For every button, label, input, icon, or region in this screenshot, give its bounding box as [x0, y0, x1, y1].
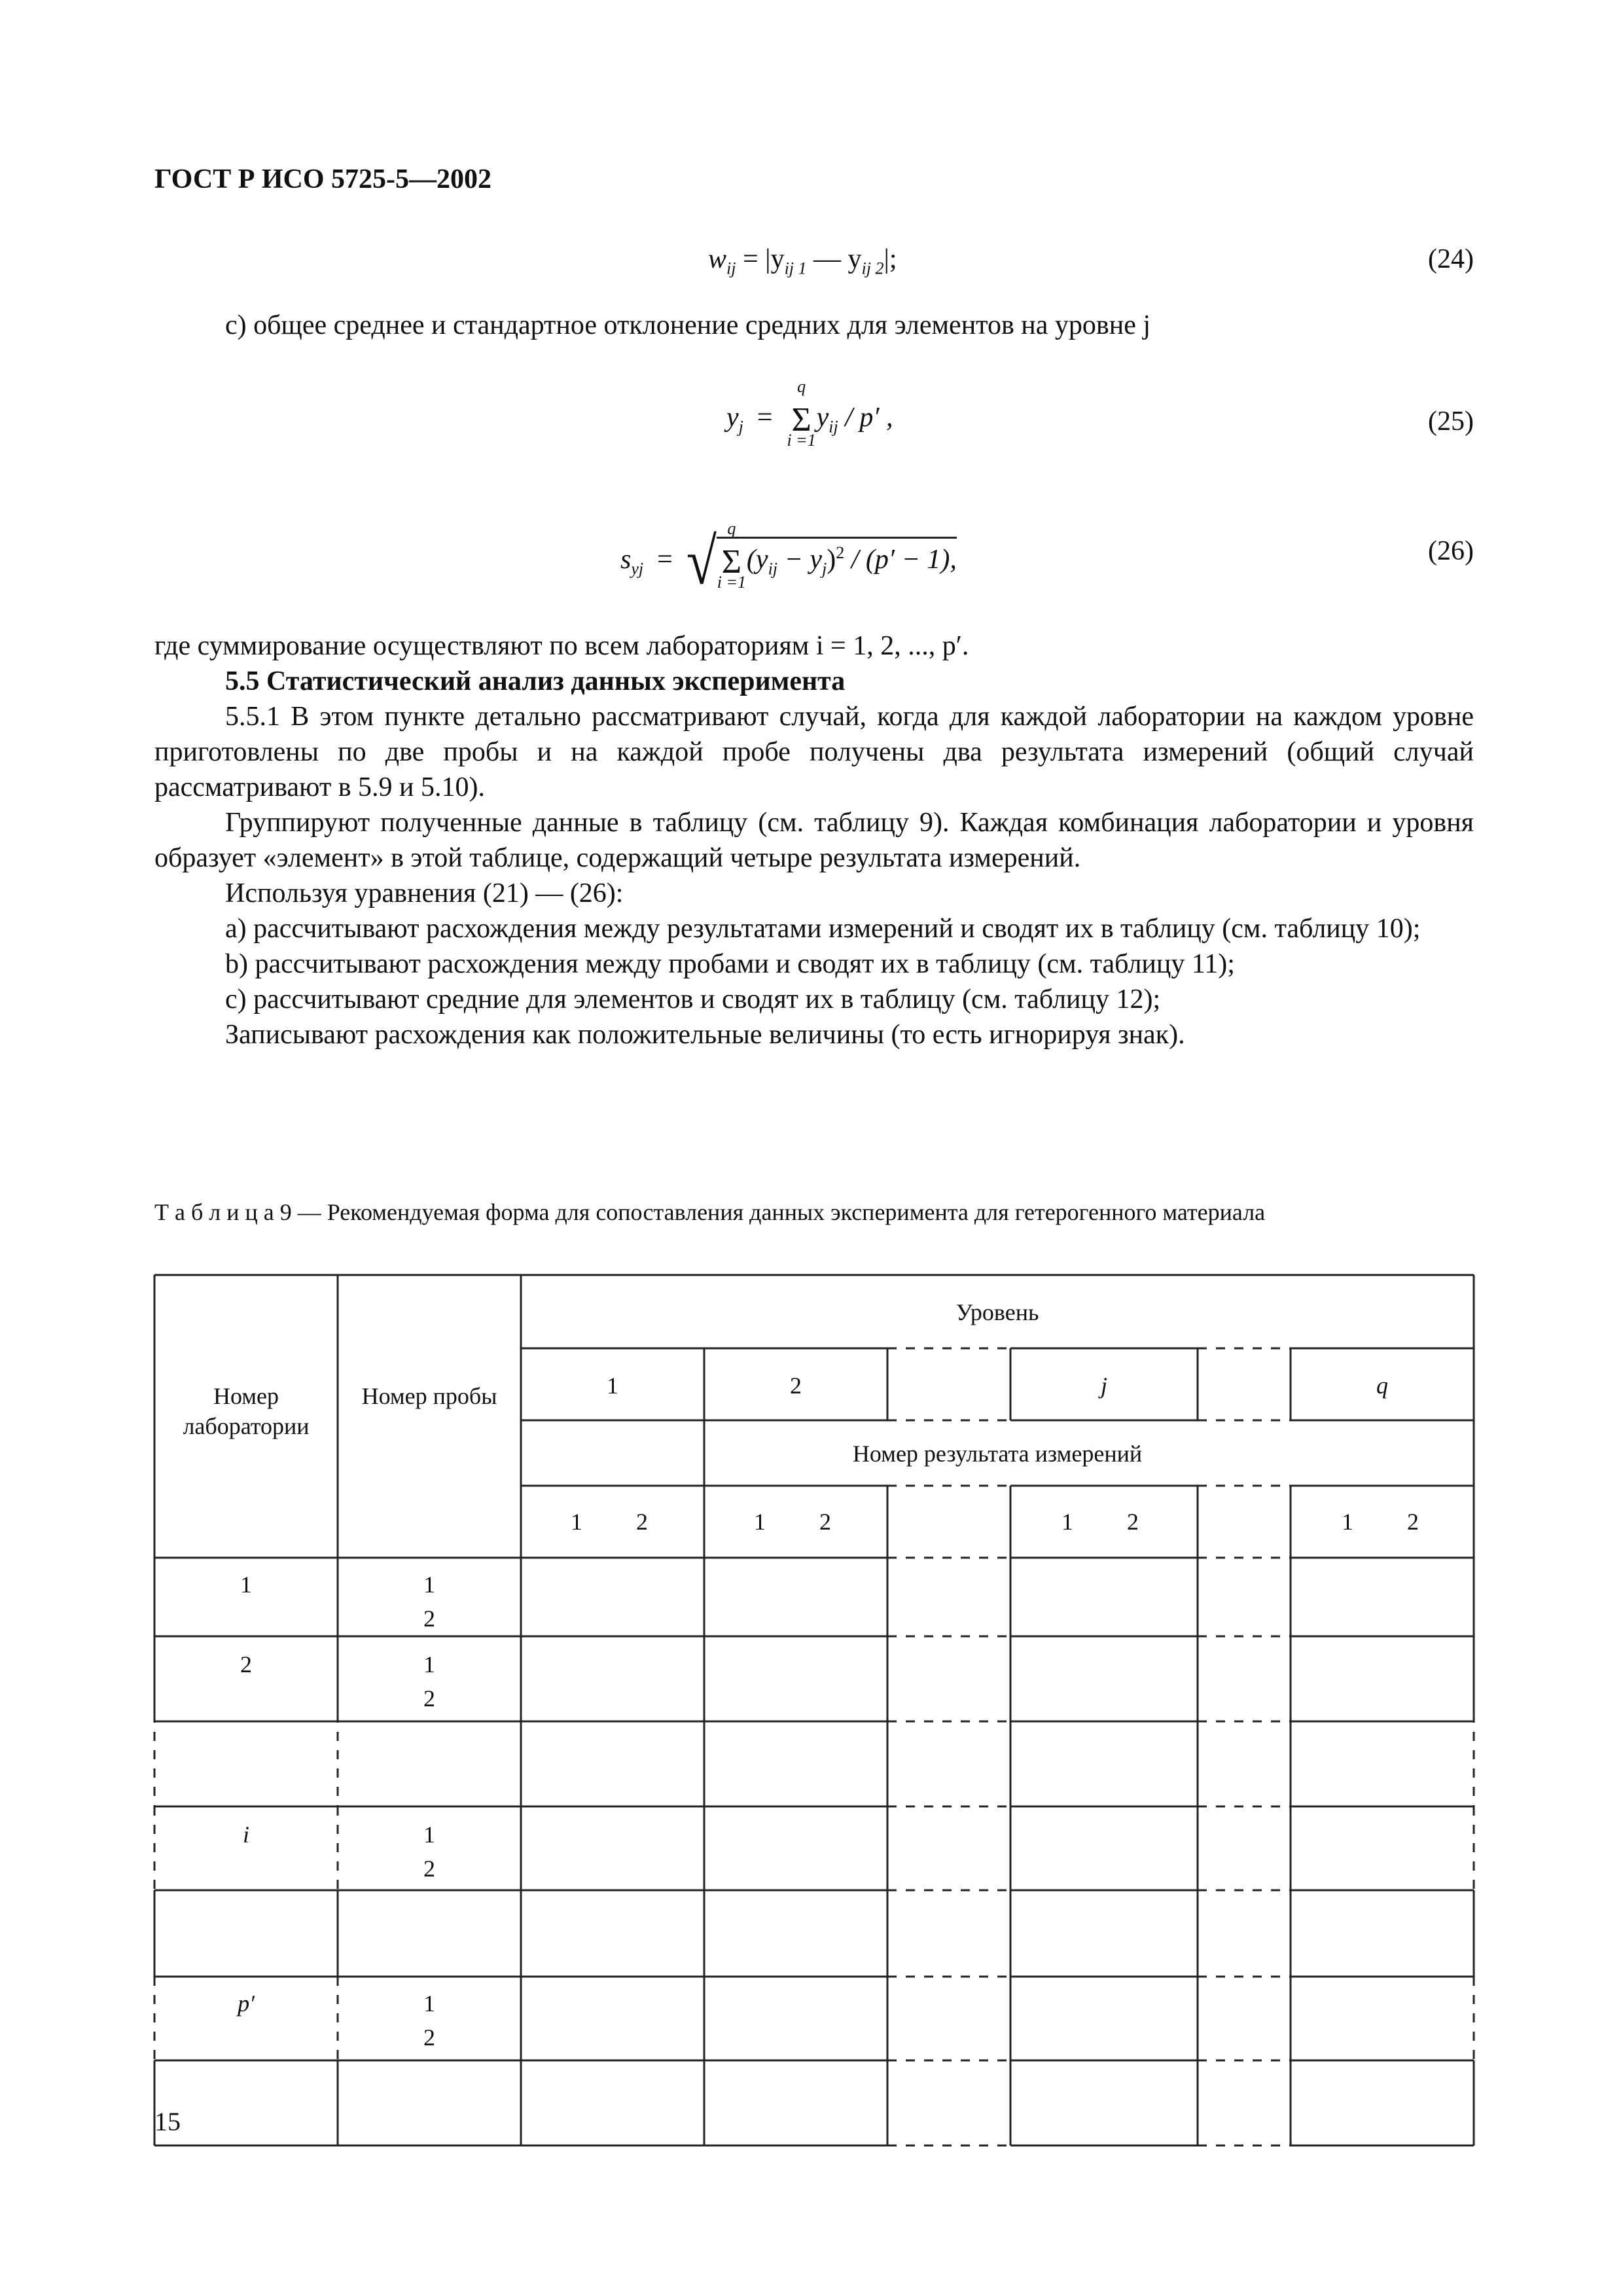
- sample-number: 1: [423, 1821, 435, 1848]
- eq26-lhs: s: [620, 545, 632, 575]
- sqrt-icon: √: [686, 525, 717, 599]
- list-item-b: b) рассчитывают расхождения между пробами и сводят их в таблицу (см. таблицу 11);: [225, 949, 1235, 979]
- lab-number: 2: [240, 1651, 252, 1677]
- header-sample-number: Номер пробы: [361, 1383, 497, 1409]
- sigma-icon: Σ: [791, 401, 812, 439]
- equation-number-24: (24): [1428, 244, 1474, 274]
- eq26-body3: ): [827, 545, 836, 575]
- eq26-sum-bottom: i =1: [717, 573, 747, 592]
- list-item-a: a) рассчитывают расхождения между результатами измерений и сводят их в таблицу (см. таблицу 10);: [225, 914, 1421, 944]
- level-label-2: 2: [790, 1372, 802, 1399]
- paragraph-record-differences: Записывают расхождения как положительные величины (то есть игнорируя знак).: [225, 1020, 1185, 1050]
- eq26-body2-sub: j: [822, 559, 827, 579]
- header-level: Уровень: [955, 1299, 1039, 1325]
- header-lab-number: Номер лаборатории: [183, 1383, 310, 1439]
- section-title: 5.5 Статистический анализ данных эксперимента: [225, 666, 846, 696]
- eq25-tail: / p′ ,: [838, 403, 893, 433]
- eq25-lhs: y: [726, 403, 739, 433]
- eq24-lhs: w: [708, 244, 727, 274]
- paragraph-using-equations: Используя уравнения (21) — (26):: [225, 878, 624, 908]
- where-text: где суммирование осуществляют по всем лабораториям i = 1, 2, ..., p′.: [154, 631, 969, 661]
- eq25-equals: =: [757, 403, 773, 433]
- eq24-sub2: ij 2: [861, 259, 884, 278]
- eq26-lhs-sub: yj: [631, 559, 644, 579]
- sample-number: 1: [423, 1571, 435, 1598]
- result-num: 1: [1061, 1509, 1073, 1535]
- eq24-lhs-sub: ij: [726, 259, 736, 278]
- result-num: 2: [1407, 1509, 1419, 1535]
- list-item-c: c) рассчитывают средние для элементов и сводят их в таблицу (см. таблицу 12);: [225, 984, 1161, 1014]
- page-number: 15: [154, 2107, 181, 2136]
- eq25-body: y: [816, 403, 829, 433]
- result-num: 2: [819, 1509, 831, 1535]
- result-num: 1: [754, 1509, 766, 1535]
- eq25-lhs-sub: j: [738, 417, 743, 437]
- sample-number: 2: [423, 1856, 435, 1882]
- result-num: 2: [636, 1509, 648, 1535]
- eq26-tail: / (p′ − 1),: [844, 545, 957, 575]
- eq26-equals: =: [657, 545, 673, 575]
- header-result-number: Номер результата измерений: [852, 1441, 1143, 1467]
- result-num: 1: [1342, 1509, 1353, 1535]
- eq24-mid: — y: [806, 244, 862, 274]
- sample-number: 1: [423, 1651, 435, 1677]
- equation-number-25: (25): [1428, 406, 1474, 437]
- sample-number: 1: [423, 1990, 435, 2017]
- sigma-icon: Σ: [721, 543, 742, 581]
- table-caption: Т а б л и ц а 9 — Рекомендуемая форма для сопоставления данных эксперимента для гетерогенного материала: [154, 1199, 1266, 1225]
- eq25-sum-top: q: [797, 377, 806, 396]
- eq26-body1-sub: ij: [768, 559, 778, 579]
- paragraph-grouping: Группируют полученные данные в таблицу (см. таблицу 9). Каждая комбинация лаборатории и уровня образует «элемент» в этой таблице, содержащий четыре результата измерений.: [154, 808, 1474, 873]
- lab-number: 1: [240, 1571, 252, 1598]
- lab-number: i: [242, 1821, 249, 1848]
- eq24-sub1: ij 1: [784, 259, 807, 278]
- level-label-j: j: [1100, 1372, 1107, 1399]
- level-label-q: q: [1376, 1372, 1388, 1399]
- eq26-power: 2: [836, 543, 845, 563]
- paragraph-5-5-1: 5.5.1 В этом пункте детально рассматривают случай, когда для каждой лаборатории на каждом уровне приготовлены по две пробы и на каждой пробе получены два результата измерений (общий случай рассматривают в 5.9 и 5.10).: [154, 702, 1474, 802]
- document-code: ГОСТ Р ИСО 5725-5—2002: [154, 164, 492, 194]
- eq25-sum-bottom: i =1: [787, 431, 816, 450]
- eq26-body2: − y: [777, 545, 822, 575]
- equation-number-26: (26): [1428, 536, 1474, 566]
- eq26-body1: (y: [746, 545, 768, 575]
- eq25-body-sub: ij: [829, 417, 838, 437]
- level-label-1: 1: [607, 1372, 618, 1399]
- result-num: 1: [571, 1509, 582, 1535]
- lab-number: p′: [238, 1990, 255, 2017]
- eq24-tail: |;: [883, 244, 897, 274]
- eq26-sum-top: q: [727, 519, 736, 538]
- result-num: 2: [1127, 1509, 1139, 1535]
- sample-number: 2: [423, 1685, 435, 1712]
- sample-number: 2: [423, 2024, 435, 2051]
- item-c-text: c) общее среднее и стандартное отклонение средних для элементов на уровне j: [225, 310, 1151, 340]
- sample-number: 2: [423, 1605, 435, 1632]
- eq24-rhs: = |y: [742, 244, 785, 274]
